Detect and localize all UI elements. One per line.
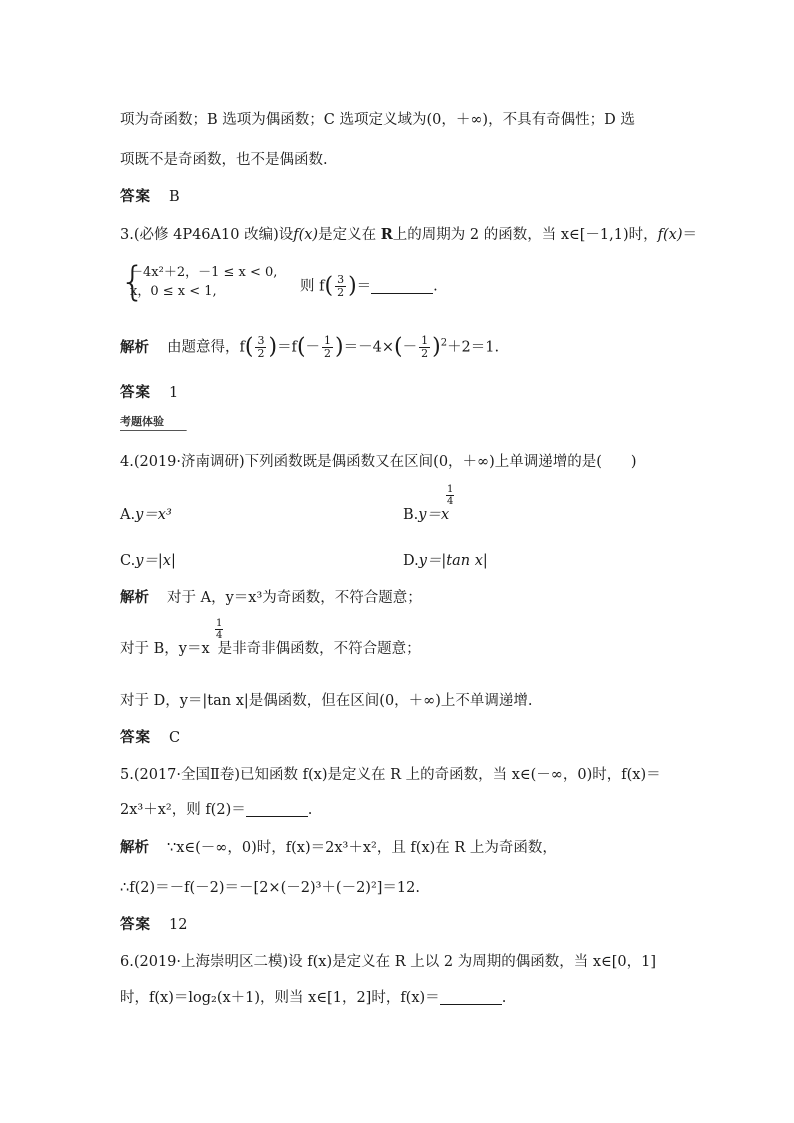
answer-value: 12: [169, 917, 188, 933]
question-3-stem: 3.(必修 4P46A10 改编)设f(x)是定义在 R上的周期为 2 的函数，当 x∈[－1,1)时，f(x)＝: [120, 226, 697, 243]
question-3-then: 则 f( $\frac{3}{2}$ )＝ .: [300, 273, 438, 299]
answer-value: B: [169, 189, 180, 205]
option-b-exponent: $\frac{1}{4}$: [447, 484, 454, 507]
answer-line: [120, 728, 680, 748]
answer-blank[interactable]: [440, 990, 502, 1005]
solution-label: 解析: [120, 338, 149, 356]
answer-line: [120, 915, 680, 935]
question-5-solution-2: ∴f(2)＝－f(－2)＝－[2×(－2)³＋(－2)²]＝12.: [120, 880, 420, 896]
question-4-solution-2: 对于 B，y＝x 是非奇非偶函数，不符合题意；: [120, 641, 421, 657]
question-5-stem-1: 5.(2017·全国Ⅱ卷)已知函数 f(x)是定义在 R 上的奇函数，当 x∈(－∞，0)时，f(x)＝: [120, 767, 661, 783]
question-4-solution-1: 解析 对于 A，y＝x³为奇函数，不符合题意；: [120, 589, 422, 606]
question-6-stem-1: 6.(2019·上海崇明区二模)设 f(x)是定义在 R 上以 2 为周期的偶函数，当 x∈[0，1]: [120, 954, 656, 970]
option-c: C.y＝|x|: [120, 553, 176, 569]
answer-label: 答案: [120, 384, 151, 401]
piecewise-function: [120, 259, 320, 305]
solution-b-exponent: $\frac{1}{4}$: [216, 618, 223, 641]
answer-blank[interactable]: [371, 279, 433, 294]
question-4-solution-3: 对于 D，y＝|tan x|是偶函数，但在区间(0，＋∞)上不单调递增.: [120, 693, 533, 709]
option-d: D.y＝|tan x|: [403, 553, 488, 569]
option-a: A.y＝x³: [120, 507, 172, 523]
answer-line: [120, 383, 680, 403]
piece-row-2: x，0 ≤ x < 1,: [130, 284, 217, 299]
question-5-stem-2: 2x³＋x²，则 f(2)＝ .: [120, 802, 313, 818]
option-b: B.y＝x: [403, 507, 450, 523]
solution-label: 解析: [120, 589, 149, 606]
question-3-solution: 解析 由题意得，f( $\frac{3}{2}$ )＝f(－ $\frac{1}{2}$ )＝－4×(－ $\frac{1}{2}$ )$^2$＋2＝1.: [120, 334, 500, 360]
answer-label: 答案: [120, 188, 151, 205]
solution-label: 解析: [120, 839, 149, 856]
answer-label: 答案: [120, 729, 151, 746]
answer-blank[interactable]: [246, 802, 308, 817]
text-line: 项既不是奇函数，也不是偶函数.: [120, 152, 328, 168]
answer-line: [120, 187, 680, 207]
left-brace: {: [120, 259, 146, 305]
answer-label: 答案: [120, 916, 151, 933]
question-6-stem-2: 时，f(x)＝log₂(x＋1)，则当 x∈[1，2]时，f(x)＝ .: [120, 990, 507, 1006]
piece-row-1: －4x²＋2，－1 ≤ x < 0,: [130, 265, 278, 280]
answer-value: C: [169, 730, 181, 746]
text-line: 项为奇函数；B 选项为偶函数；C 选项定义域为(0，＋∞)，不具有奇偶性；D 选: [120, 112, 635, 128]
section-tag-kaoti: 考题体验: [120, 414, 184, 431]
question-4-stem: 4.(2019·济南调研)下列函数既是偶函数又在区间(0，＋∞)上单调递增的是( ): [120, 454, 637, 470]
answer-value: 1: [169, 385, 179, 401]
question-5-solution-1: 解析 ∵x∈(－∞，0)时，f(x)＝2x³＋x²，且 f(x)在 R 上为奇函数，: [120, 839, 557, 856]
